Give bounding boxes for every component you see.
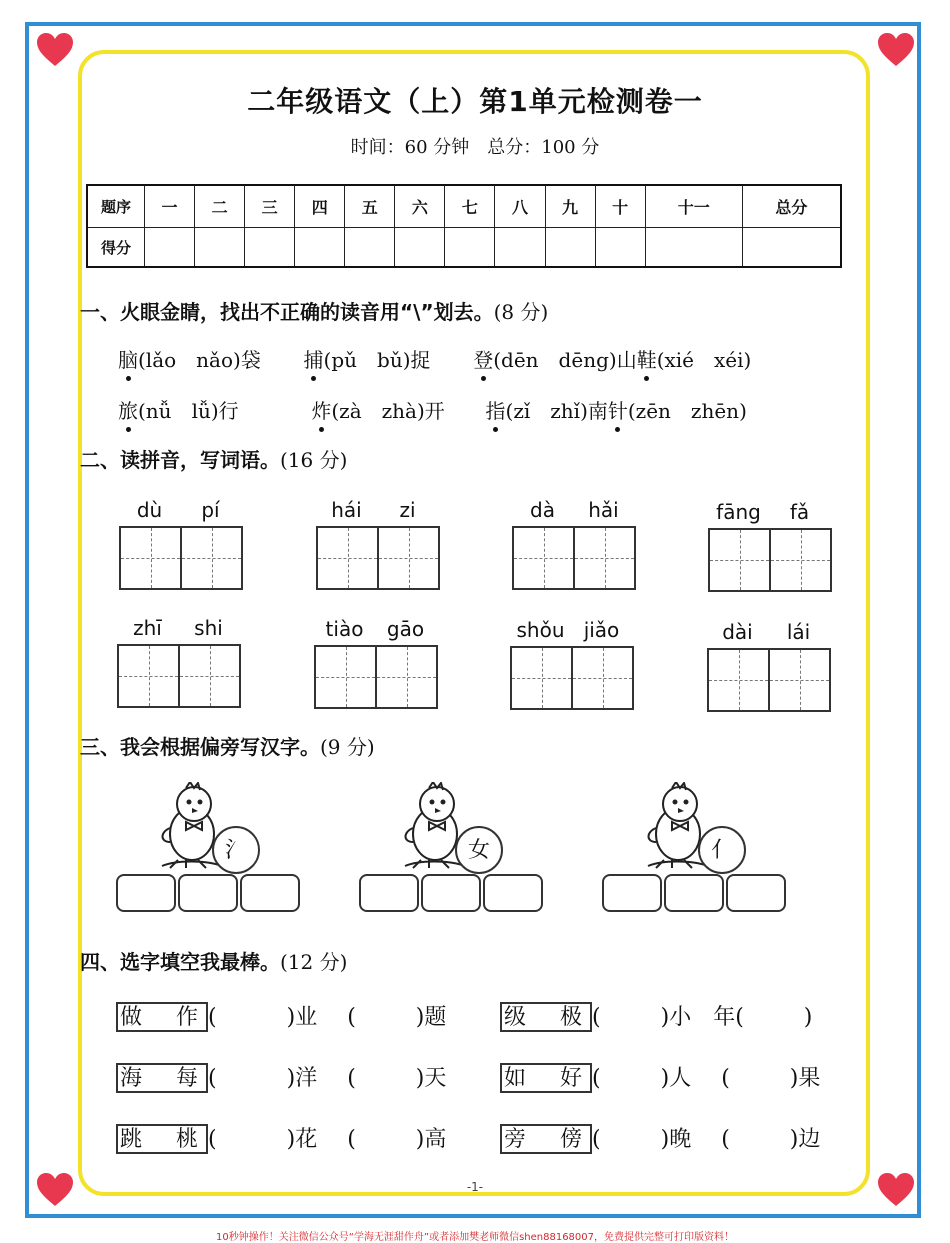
pinyin-syllable: jiǎo (583, 618, 620, 642)
pinyin-syllable: pí (201, 498, 220, 522)
answer-box[interactable] (359, 874, 419, 912)
section-4-heading: 四、选字填空我最棒。 (80, 950, 280, 974)
fill-suffix: )果 (789, 1066, 821, 1091)
footer-note: 10秒钟操作！关注微信公众号“学海无涯甜作舟”或者添加樊老师微信shen88168007，免费提供完整可打印版资料！ (215, 1232, 735, 1243)
dotted-char: 炸 (311, 399, 332, 423)
score-cell[interactable] (742, 228, 841, 267)
section-2-points: (16 分) (280, 448, 348, 472)
choice-box: 做 作 (116, 1002, 208, 1032)
fill-group: 跳 桃 ( )花 ( )高 (116, 1122, 446, 1154)
answer-box[interactable] (726, 874, 786, 912)
page-subtitle: 时间：60 分钟 总分：100 分 (350, 137, 600, 158)
answer-box[interactable] (240, 874, 300, 912)
score-cell[interactable] (195, 228, 245, 267)
score-cell[interactable] (395, 228, 445, 267)
score-col-header: 十一 (645, 185, 742, 228)
fill-suffix: )晚 (660, 1127, 692, 1152)
score-cell[interactable] (495, 228, 545, 267)
score-col-header: 六 (395, 185, 445, 228)
section-3-heading: 三、我会根据偏旁写汉字。 (80, 735, 320, 759)
pinyin-syllable: zi (399, 498, 416, 522)
score-cell[interactable] (295, 228, 345, 267)
pinyin-options[interactable]: (nǚ lǚ) (138, 399, 219, 423)
answer-box[interactable] (421, 874, 481, 912)
radical-circle: 亻 (698, 826, 746, 874)
pinyin-options[interactable]: (zēn zhēn) (627, 399, 747, 423)
fill-group: 级 极 ( )小 年( ) (500, 1000, 812, 1032)
page-title: 二年级语文（上）第1单元检测卷一 (247, 85, 703, 118)
pinyin-options[interactable]: (dēn dēng) (493, 348, 617, 372)
score-table (86, 184, 842, 268)
pinyin-syllable: shǒu (516, 618, 565, 642)
answer-box[interactable] (116, 874, 176, 912)
pinyin-syllable: hái (331, 498, 362, 522)
section-2-title (80, 444, 347, 473)
dotted-char: 鞋 (636, 348, 657, 372)
heart-icon (876, 32, 916, 68)
writing-grid[interactable] (510, 646, 634, 710)
section-3-title (80, 731, 375, 760)
pinyin-syllable: lái (786, 620, 811, 644)
radical-exercise (359, 782, 551, 922)
fill-suffix: )天 (415, 1066, 447, 1091)
pinyin-syllable: dài (722, 620, 753, 644)
score-cell[interactable] (595, 228, 645, 267)
fill-suffix: )题 (415, 1005, 447, 1030)
score-col-header: 总分 (742, 185, 841, 228)
answer-box[interactable] (602, 874, 662, 912)
score-col-header: 五 (345, 185, 395, 228)
word-char: 捉 (410, 348, 431, 372)
answer-box[interactable] (664, 874, 724, 912)
section-1-title (80, 296, 548, 325)
pinyin-syllable: fǎ (789, 500, 810, 524)
score-cell[interactable] (245, 228, 295, 267)
section-1-line-1 (118, 344, 751, 373)
section-1-heading: 一、火眼金睛，找出不正确的读音用“\”划去。 (80, 300, 494, 324)
word-char: 袋 (240, 348, 261, 372)
score-col-header: 四 (295, 185, 345, 228)
fill-suffix: )高 (415, 1127, 447, 1152)
score-col-header: 九 (545, 185, 595, 228)
score-cell[interactable] (345, 228, 395, 267)
radical-exercise (602, 782, 794, 922)
word-char: 南 (587, 399, 608, 423)
answer-box[interactable] (178, 874, 238, 912)
fill-suffix: ) (803, 1005, 813, 1030)
pinyin-syllable: dà (530, 498, 555, 522)
fill-group: 如 好 ( )人 ( )果 (500, 1061, 820, 1093)
choice-box: 跳 桃 (116, 1124, 208, 1154)
radical-circle: 女 (455, 826, 503, 874)
radical-exercise (116, 782, 308, 922)
score-cell[interactable] (145, 228, 195, 267)
pinyin-syllable: shi (194, 616, 223, 640)
section-2-heading: 二、读拼音，写词语。 (80, 448, 280, 472)
fill-suffix: )小 年( (660, 1005, 744, 1030)
pinyin-syllable: fāng (716, 500, 761, 524)
dotted-char: 捕 (303, 348, 324, 372)
score-col-header: 二 (195, 185, 245, 228)
pinyin-syllable: dù (136, 498, 163, 522)
fill-suffix: )花 (286, 1127, 318, 1152)
pinyin-options[interactable]: (zà zhà) (331, 399, 425, 423)
dotted-char: 脑 (118, 348, 138, 372)
choice-box: 海 每 (116, 1063, 208, 1093)
choice-box: 旁 傍 (500, 1124, 592, 1154)
writing-grid[interactable] (314, 645, 438, 709)
score-col-header: 三 (245, 185, 295, 228)
pinyin-syllable: tiào (325, 617, 364, 641)
section-3-points: (9 分) (320, 735, 375, 759)
writing-grid[interactable] (708, 528, 832, 592)
section-4-title (80, 946, 347, 975)
radical-circle: 氵 (212, 826, 260, 874)
fill-group: 海 每 ( )洋 ( )天 (116, 1061, 446, 1093)
score-row-label: 题序 (87, 185, 145, 228)
writing-grid[interactable] (119, 526, 243, 590)
writing-grid[interactable] (512, 526, 636, 590)
score-col-header: 七 (445, 185, 495, 228)
word-char: 行 (218, 399, 239, 423)
fill-group: 做 作 ( )业 ( )题 (116, 1000, 446, 1032)
pinyin-syllable: hǎi (588, 498, 619, 522)
fill-group: 旁 傍 ( )晚 ( )边 (500, 1122, 820, 1154)
writing-grid[interactable] (316, 526, 440, 590)
score-cell[interactable] (445, 228, 495, 267)
section-1-line-2 (118, 395, 747, 424)
fill-suffix: )边 (789, 1127, 821, 1152)
dotted-char: 旅 (118, 399, 138, 423)
section-1-points: (8 分) (493, 300, 549, 324)
score-cell[interactable] (645, 228, 742, 267)
answer-box-row (359, 874, 543, 912)
page-number: -1- (466, 1180, 484, 1194)
writing-grid[interactable] (117, 644, 241, 708)
answer-box[interactable] (483, 874, 543, 912)
answer-box-row (602, 874, 786, 912)
score-col-header: 一 (145, 185, 195, 228)
fill-suffix: )洋 (286, 1066, 318, 1091)
pinyin-syllable: gāo (386, 617, 425, 641)
pinyin-options[interactable]: (xié xéi) (656, 348, 752, 372)
answer-box-row (116, 874, 300, 912)
dotted-char: 登 (473, 348, 494, 372)
dotted-char: 针 (607, 399, 628, 423)
heart-icon (35, 32, 75, 68)
word-char: 山 (616, 348, 637, 372)
score-row-label: 得分 (87, 228, 145, 267)
pinyin-options[interactable]: (pǔ bǔ) (323, 348, 411, 372)
pinyin-syllable: zhī (133, 616, 162, 640)
pinyin-options[interactable]: (zǐ zhǐ) (505, 399, 588, 423)
score-cell[interactable] (545, 228, 595, 267)
fill-suffix: )人 (660, 1066, 692, 1091)
choice-box: 级 极 (500, 1002, 592, 1032)
word-char: 开 (424, 399, 445, 423)
dotted-char: 指 (485, 399, 506, 423)
pinyin-options[interactable]: (lǎo nǎo) (138, 348, 241, 372)
section-4-points: (12 分) (280, 950, 348, 974)
writing-grid[interactable] (707, 648, 831, 712)
choice-box: 如 好 (500, 1063, 592, 1093)
score-col-header: 八 (495, 185, 545, 228)
fill-suffix: )业 (286, 1005, 318, 1030)
score-col-header: 十 (595, 185, 645, 228)
